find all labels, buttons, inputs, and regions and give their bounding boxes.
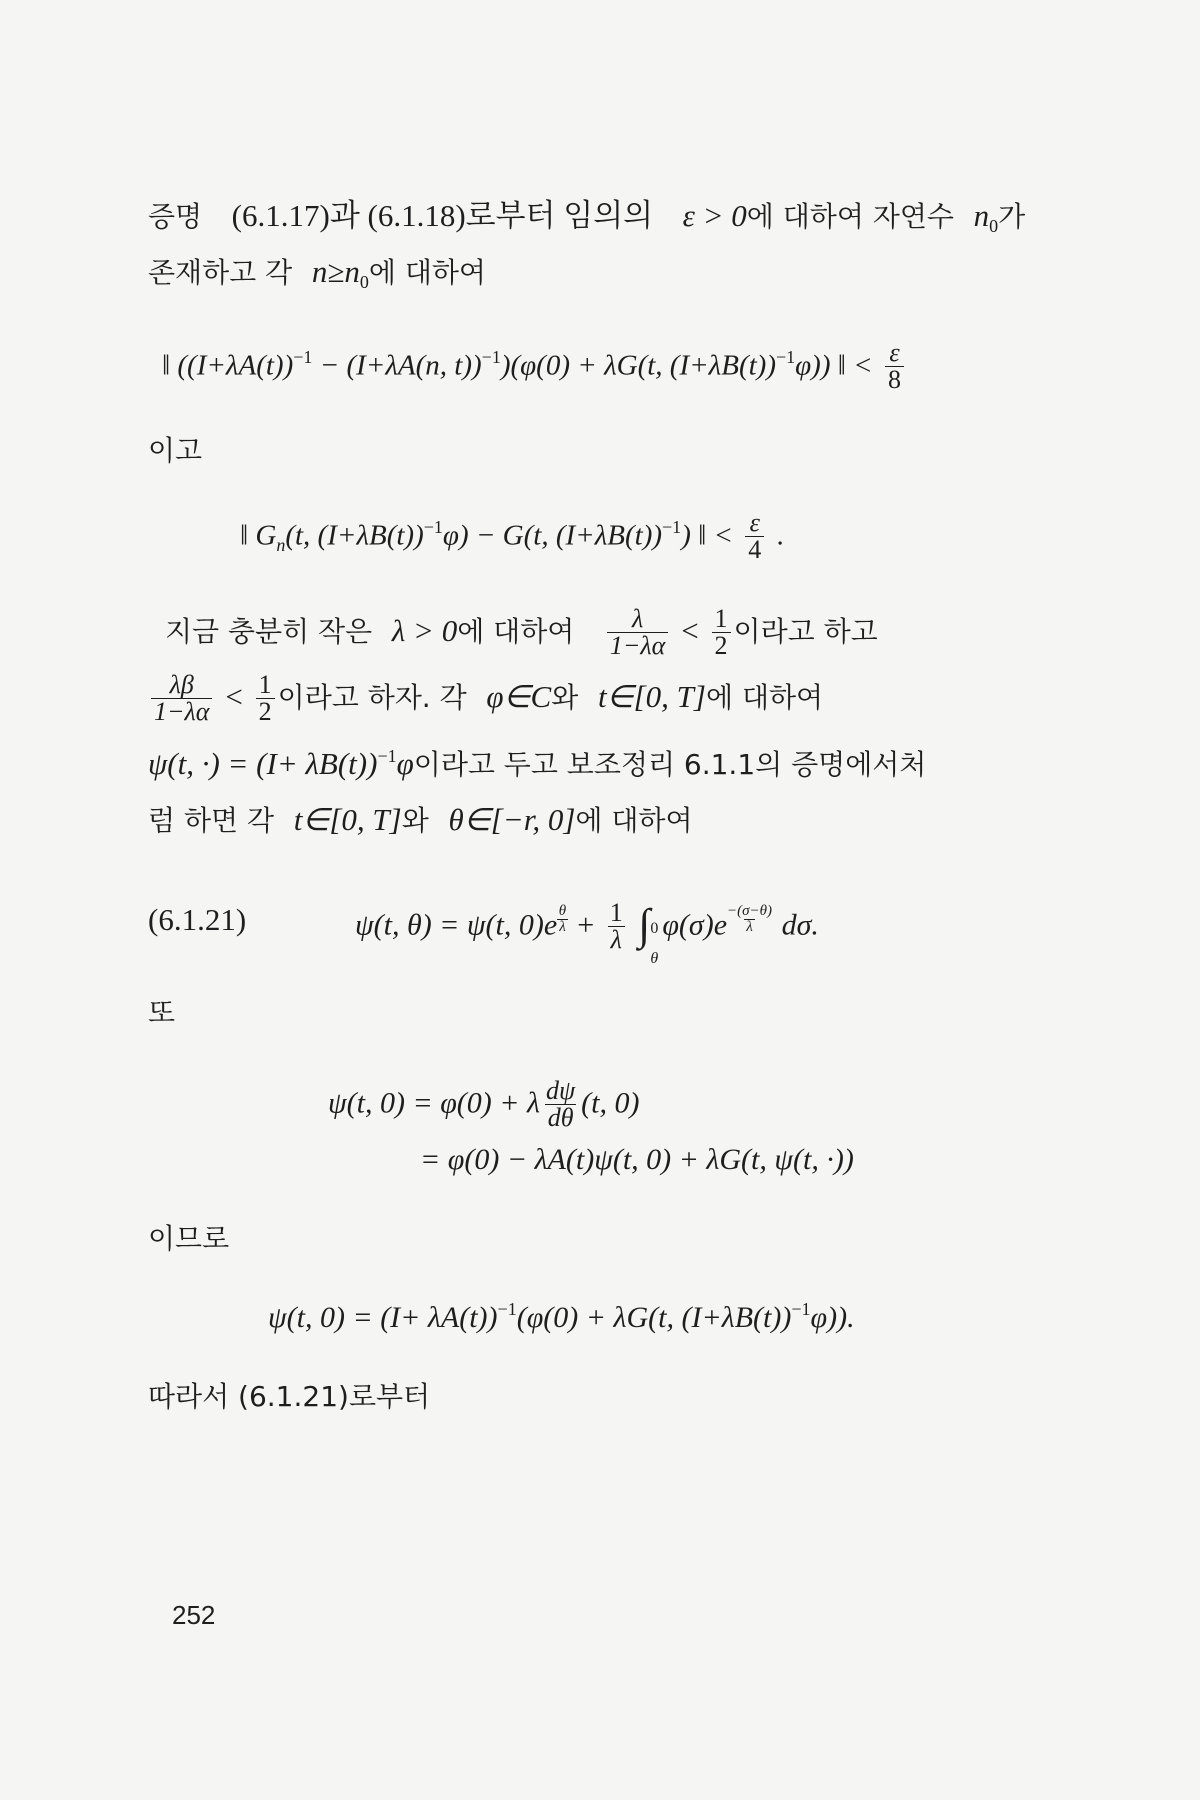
superscript: −1	[662, 516, 682, 537]
fraction	[256, 672, 275, 725]
text: 가	[998, 200, 1026, 233]
equation-text: ψ(t, 0) = (I+ λA(t))	[268, 1301, 498, 1334]
equation-text: (φ(0) + λG(t, (I+λB(t))	[516, 1301, 792, 1334]
math-inline: <	[681, 613, 699, 648]
subscript: 0	[359, 272, 369, 292]
superscript: −1	[791, 1299, 811, 1319]
text: (6.1.17)과 (6.1.18)로부터 임의의	[231, 198, 654, 233]
text: 에 대하여	[575, 804, 693, 837]
denominator: 2	[256, 698, 275, 725]
text: 에 대하여	[368, 256, 486, 289]
subscript: n	[276, 534, 286, 555]
text: 지금 충분히 작은	[165, 615, 373, 648]
equation-4-line-1	[328, 1078, 640, 1131]
text: 이라고 하자. 각	[277, 681, 467, 714]
equation-text: − (I+λA(n, t))	[312, 349, 482, 382]
word-tto	[148, 992, 175, 1033]
equation-6-1-21	[355, 900, 819, 976]
equation-text: ) ‖ <	[681, 519, 734, 552]
denominator: 1−λα	[151, 698, 212, 725]
paragraph-line-3	[165, 606, 878, 659]
equation-text: dσ.	[781, 908, 819, 942]
equation-2	[240, 510, 784, 563]
equation-4-line-2	[420, 1140, 854, 1180]
fraction	[607, 900, 626, 953]
numerator: −(σ−θ)	[727, 902, 773, 919]
superscript: −1	[497, 1299, 517, 1319]
math-inline: <	[225, 679, 243, 714]
text: 와	[551, 681, 579, 714]
text: 따라서 (6.1.21)로부터	[148, 1380, 431, 1413]
fraction	[885, 340, 904, 393]
denominator: 2	[712, 632, 731, 659]
equation-text: (t, 0)	[581, 1086, 640, 1120]
numerator: λ	[631, 604, 644, 633]
upper-limit: 0	[650, 919, 659, 937]
fraction	[745, 510, 764, 563]
fraction	[712, 606, 731, 659]
equation-text: = φ(0) − λA(t)ψ(t, 0) + λG(t, ψ(t, ·))	[420, 1143, 854, 1176]
numerator: λβ	[169, 670, 194, 699]
subscript: 0	[989, 216, 999, 236]
exponent-fraction	[727, 904, 772, 935]
proof-line-1	[148, 196, 1025, 240]
math-inline: λ > 0	[391, 613, 458, 648]
math-inline: ε > 0	[682, 198, 747, 233]
equation-text: (t, (I+λB(t))	[285, 519, 424, 552]
paragraph-line-5	[148, 744, 926, 788]
proof-line-2	[148, 252, 486, 296]
equation-text: φ) − G(t, (I+λB(t))	[442, 519, 663, 552]
equation-text: ψ(t, θ) = ψ(t, 0)e	[355, 908, 558, 942]
equation-text: ‖ G	[240, 519, 277, 552]
denominator: dθ	[545, 1104, 577, 1131]
superscript: −1	[423, 516, 443, 537]
math-inline: φ∈C	[486, 679, 552, 714]
equation-number: (6.1.21)	[148, 902, 247, 937]
math-inline: t∈[0, T]	[293, 802, 402, 837]
superscript: −1	[481, 346, 501, 367]
text: 와	[401, 804, 429, 837]
fraction	[151, 672, 212, 725]
equation-text: ‖ ((I+λA(t))	[162, 349, 294, 382]
denominator: λ	[746, 918, 753, 935]
equation-1	[162, 340, 907, 393]
text: 에 대하여	[706, 681, 824, 714]
denominator: λ	[608, 926, 625, 953]
denominator: 8	[885, 366, 904, 393]
equation-text: φ)).	[810, 1301, 855, 1334]
text: 에 대하여 자연수	[746, 200, 954, 233]
math-inline: θ∈[−r, 0]	[448, 802, 576, 837]
numerator: θ	[558, 902, 567, 919]
text: 이라고 하고	[733, 615, 878, 648]
numerator: 1	[258, 670, 272, 699]
numerator: ε	[889, 338, 900, 367]
lower-limit: θ	[650, 949, 659, 967]
fraction	[607, 606, 668, 659]
math-inline: n≥n	[311, 254, 360, 289]
page-number: 252	[172, 1600, 216, 1630]
fraction	[543, 1078, 578, 1131]
equation-text: )(φ(0) + λG(t, (I+λB(t))	[500, 349, 776, 382]
math-inline: t∈[0, T]	[598, 679, 706, 714]
equation-text: φ(σ)e	[662, 908, 728, 942]
text: 존재하고 각	[148, 256, 293, 289]
denominator: λ	[559, 918, 566, 935]
word-igo	[148, 430, 202, 471]
text: 에 대하여	[457, 615, 575, 648]
equation-text: ψ(t, 0) = φ(0) + λ	[328, 1086, 541, 1120]
equation-text: φ)) ‖ <	[795, 349, 873, 382]
numerator: 1	[609, 898, 623, 927]
superscript: −1	[775, 346, 796, 367]
text: 이고	[148, 434, 203, 467]
numerator: 1	[714, 604, 728, 633]
denominator: 4	[745, 536, 764, 563]
paragraph-line-4	[148, 672, 823, 725]
paragraph-line-7	[148, 1376, 430, 1417]
equation-label	[148, 900, 246, 940]
text: 또	[148, 996, 176, 1029]
integral-limits	[650, 914, 658, 974]
equation-text: +	[577, 908, 595, 942]
equation-text: .	[776, 519, 784, 552]
paragraph-line-6	[148, 800, 693, 841]
denominator: 1−λα	[607, 632, 668, 659]
word-imeuro	[148, 1218, 229, 1259]
math-inline: n	[973, 198, 990, 233]
exponent-fraction	[557, 904, 568, 935]
equation-5	[268, 1298, 855, 1341]
superscript: −1	[377, 746, 397, 766]
proof-label: 증명	[148, 200, 203, 233]
text: 이라고 두고 보조정리 6.1.1의 증명에서처	[413, 748, 927, 781]
math-inline: φ	[396, 746, 414, 781]
text: 이므로	[148, 1222, 230, 1255]
text: 럼 하면 각	[148, 804, 274, 837]
numerator: dψ	[546, 1076, 576, 1105]
integral-sign: ∫	[638, 899, 651, 949]
math-inline: ψ(t, ·) = (I+ λB(t))	[148, 746, 378, 781]
superscript: −1	[293, 346, 313, 367]
numerator: ε	[749, 508, 760, 537]
